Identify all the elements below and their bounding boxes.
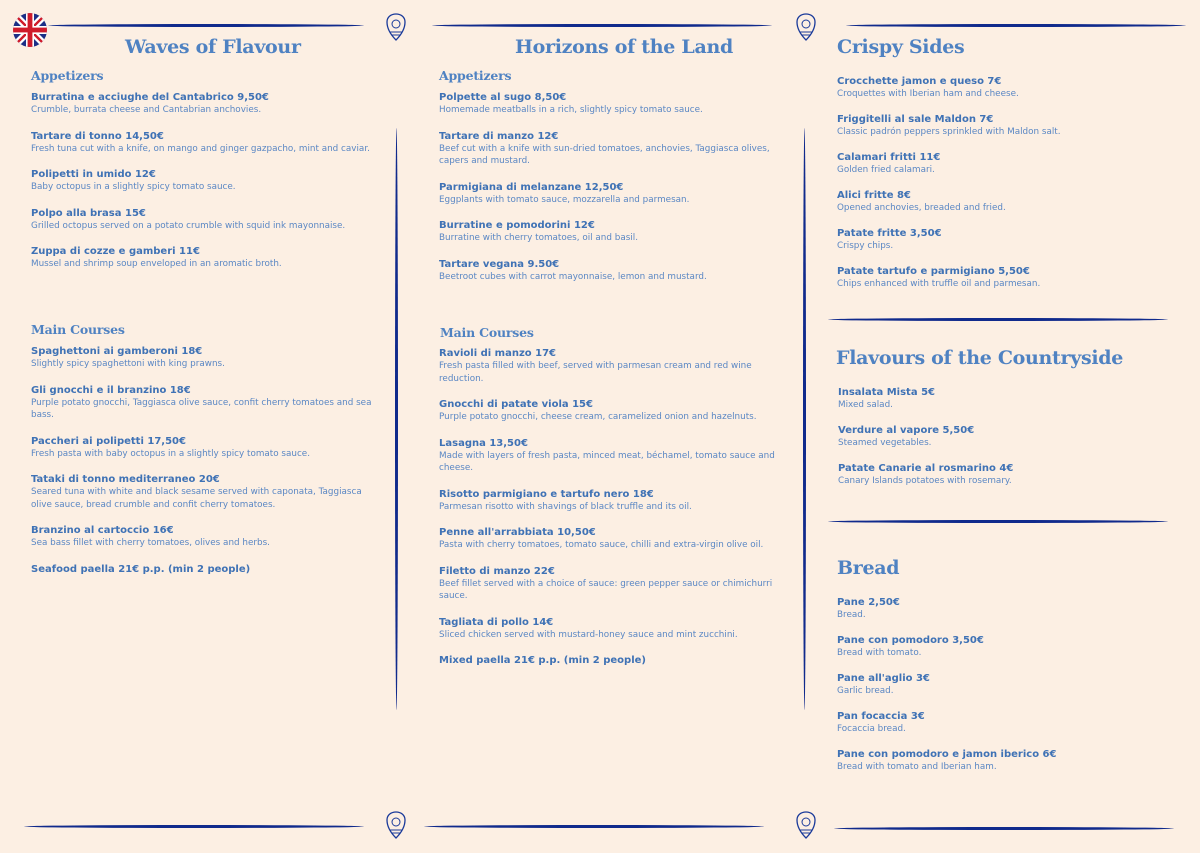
- section-title-main-courses: Main Courses: [31, 322, 125, 337]
- crest-emblem-icon: [795, 12, 817, 42]
- menu-item-name: Branzino al cartoccio 16€: [31, 525, 174, 536]
- menu-item: [31, 384, 383, 422]
- menu-item: [31, 168, 383, 194]
- menu-item: [31, 91, 383, 117]
- menu-item-description: Garlic bread.: [837, 686, 894, 696]
- menu-item-name: Tartare vegana 9.50€: [439, 258, 560, 270]
- menu-item: [838, 462, 1178, 488]
- menu-item-name: Ravioli di manzo 17€: [439, 348, 557, 359]
- menu-item-name: Lasagna 13,50€: [439, 437, 528, 449]
- menu-item-name: Gli gnocchi e il branzino 18€: [31, 384, 191, 396]
- menu-item: [439, 398, 789, 424]
- menu-item-name: Patate tartufo e parmigiano 5,50€: [837, 266, 1030, 277]
- menu-item-description: Sliced chicken served with mustard-honey sauce and mint zucchini.: [439, 629, 738, 640]
- menu-item-name: Paccheri ai polipetti 17,50€: [31, 435, 186, 447]
- menu-item-description: Grilled octopus served on a potato crumble with squid ink mayonnaise.: [31, 220, 346, 231]
- crest-emblem-icon: [795, 810, 817, 840]
- menu-item: [439, 91, 789, 117]
- menu-item-description: Chips enhanced with truffle oil and parmesan.: [837, 279, 1041, 289]
- menu-item: [837, 672, 1177, 698]
- menu-item: [439, 616, 789, 642]
- menu-item: [837, 189, 1177, 215]
- menu-item-name: Patate Canarie al rosmarino 4€: [838, 463, 1014, 474]
- menu-item-description: Steamed vegetables.: [838, 438, 932, 448]
- top-divider: [846, 24, 1186, 27]
- menu-item-name: Calamari fritti 11€: [837, 152, 941, 163]
- menu-item-description: Mussel and shrimp soup enveloped in an aromatic broth.: [31, 259, 282, 269]
- menu-item-name: Risotto parmigiano e tartufo nero 18€: [439, 488, 654, 500]
- section-divider: [828, 520, 1168, 523]
- menu-item-description: Pasta with cherry tomatoes, tomato sauce, chilli and extra-virgin olive oil.: [439, 540, 764, 550]
- menu-item-name: Pane con pomodoro e jamon iberico 6€: [837, 749, 1057, 760]
- section-divider: [828, 318, 1168, 321]
- menu-item-description: Canary Islands potatoes with rosemary.: [838, 476, 1012, 486]
- menu-item: [838, 386, 1178, 412]
- menu-item-name: Tartare di manzo 12€: [439, 130, 559, 142]
- menu-item-name: Polipetti in umido 12€: [31, 169, 156, 180]
- crest-emblem-icon: [385, 12, 407, 42]
- menu-item-name: Alici fritte 8€: [837, 190, 911, 201]
- menu-item-name: Crocchette jamon e queso 7€: [837, 76, 1002, 87]
- menu-item: [439, 219, 789, 245]
- menu-item: [31, 563, 383, 576]
- crest-emblem-icon: [385, 810, 407, 840]
- menu-item-description: Opened anchovies, breaded and fried.: [837, 203, 1006, 213]
- menu-item-description: Bread with tomato and Iberian ham.: [837, 762, 997, 772]
- column-title: Waves of Flavour: [125, 36, 301, 58]
- menu-item-name: Parmigiana di melanzane 12,50€: [439, 181, 624, 193]
- menu-item-description: Eggplants with tomato sauce, mozzarella and parmesan.: [439, 194, 690, 205]
- menu-item-description: Sea bass fillet with cherry tomatoes, olives and herbs.: [31, 538, 270, 548]
- crispy-sides-list: [837, 75, 1177, 303]
- menu-item-name: Friggitelli al sale Maldon 7€: [837, 114, 994, 125]
- menu-item: [31, 207, 383, 233]
- top-divider: [48, 24, 364, 27]
- menu-item: [838, 424, 1178, 450]
- menu-item-description: Baby octopus in a slightly spicy tomato sauce.: [31, 182, 236, 192]
- menu-item-name: Spaghettoni ai gamberoni 18€: [31, 346, 203, 357]
- menu-item: [439, 181, 789, 207]
- menu-item-description: Beetroot cubes with carrot mayonnaise, lemon and mustard.: [439, 271, 707, 282]
- section-title-countryside: Flavours of the Countryside: [836, 347, 1124, 369]
- menu-item-description: Beef fillet served with a choice of sauce: green pepper sauce or chimichurri sauce.: [439, 578, 773, 601]
- menu-item-name: Tartare di tonno 14,50€: [31, 130, 164, 142]
- menu-item-description: Focaccia bread.: [837, 724, 906, 734]
- main-courses-list: [439, 347, 789, 680]
- menu-item: [439, 565, 789, 603]
- bottom-divider: [24, 825, 364, 828]
- menu-item-description: Made with layers of fresh pasta, minced meat, béchamel, tomato sauce and cheese.: [439, 450, 775, 473]
- menu-item-name: Tataki di tonno mediterraneo 20€: [31, 474, 220, 485]
- menu-item: [837, 75, 1177, 101]
- menu-item: [837, 710, 1177, 736]
- menu-item-description: Croquettes with Iberian ham and cheese.: [837, 89, 1019, 99]
- menu-item: [31, 435, 383, 461]
- menu-item: [837, 227, 1177, 253]
- menu-item-name: Pane all'aglio 3€: [837, 673, 930, 684]
- menu-item-name: Mixed paella 21€ p.p. (min 2 people): [439, 655, 646, 666]
- menu-item-description: Parmesan risotto with shavings of black truffle and its oil.: [439, 501, 692, 512]
- menu-item: [439, 437, 789, 475]
- menu-item: [439, 130, 789, 168]
- menu-item: [837, 596, 1177, 622]
- column-title: Horizons of the Land: [515, 36, 733, 58]
- column-divider: [395, 128, 398, 710]
- menu-item-name: Patate fritte 3,50€: [837, 228, 942, 239]
- menu-item-name: Pan focaccia 3€: [837, 711, 925, 722]
- menu-item-description: Fresh pasta filled with beef, served with parmesan cream and red wine reduction.: [439, 361, 752, 384]
- bread-list: [837, 596, 1177, 786]
- menu-item: [31, 345, 383, 371]
- main-courses-list: [31, 345, 383, 589]
- menu-item-description: Golden fried calamari.: [837, 165, 935, 175]
- menu-item: [31, 245, 383, 271]
- menu-item-name: Burratine e pomodorini 12€: [439, 220, 595, 231]
- menu-item-description: Fresh pasta with baby octopus in a slightly spicy tomato sauce.: [31, 448, 311, 459]
- menu-item-name: Tagliata di pollo 14€: [439, 616, 554, 628]
- menu-item-name: Filetto di manzo 22€: [439, 565, 555, 577]
- column-divider: [803, 128, 806, 710]
- menu-item: [31, 473, 383, 511]
- menu-item-name: Polpo alla brasa 15€: [31, 207, 146, 219]
- section-title-appetizers: Appetizers: [439, 68, 512, 83]
- menu-item-description: Crumble, burrata cheese and Cantabrian anchovies.: [31, 105, 262, 115]
- menu-item-name: Gnocchi di patate viola 15€: [439, 399, 593, 410]
- menu-item: [837, 151, 1177, 177]
- section-title-crispy-sides: Crispy Sides: [837, 36, 965, 58]
- menu-item-name: Zuppa di cozze e gamberi 11€: [31, 246, 200, 257]
- menu-item-name: Verdure al vapore 5,50€: [838, 425, 975, 436]
- menu-item: [439, 526, 789, 552]
- menu-item-description: Bread with tomato.: [837, 648, 922, 658]
- menu-item-description: Burratine with cherry tomatoes, oil and basil.: [439, 233, 638, 243]
- menu-item-description: Crispy chips.: [837, 241, 894, 251]
- menu-item: [31, 524, 383, 550]
- countryside-list: [838, 386, 1178, 500]
- top-divider: [432, 24, 772, 27]
- menu-item-description: Seared tuna with white and black sesame served with caponata, Taggiasca olive sauce, bread crumble and confit cherry tomatoes.: [31, 487, 362, 510]
- menu-item-name: Seafood paella 21€ p.p. (min 2 people): [31, 563, 251, 575]
- menu-item: [837, 113, 1177, 139]
- appetizers-list: [439, 91, 789, 296]
- section-title-main-courses: Main Courses: [440, 325, 534, 340]
- menu-item-name: Penne all'arrabbiata 10,50€: [439, 527, 596, 538]
- menu-item: [439, 347, 789, 385]
- menu-item-name: Pane 2,50€: [837, 597, 900, 608]
- menu-item-description: Classic padrón peppers sprinkled with Maldon salt.: [837, 127, 1061, 137]
- menu-item-name: Polpette al sugo 8,50€: [439, 92, 567, 103]
- menu-item: [439, 488, 789, 514]
- menu-item: [837, 634, 1177, 660]
- menu-item: [837, 748, 1177, 774]
- menu-item: [837, 265, 1177, 291]
- section-title-bread: Bread: [837, 557, 900, 579]
- menu-item-description: Mixed salad.: [838, 400, 893, 410]
- menu-item-description: Homemade meatballs in a rich, slightly spicy tomato sauce.: [439, 105, 703, 115]
- section-title-appetizers: Appetizers: [31, 68, 104, 83]
- menu-item-description: Bread.: [837, 610, 866, 620]
- menu-item-name: Burratina e acciughe del Cantabrico 9,50€: [31, 92, 269, 103]
- menu-item-name: Insalata Mista 5€: [838, 387, 935, 398]
- bottom-divider: [424, 825, 764, 828]
- appetizers-list: [31, 91, 383, 284]
- bottom-divider: [834, 827, 1174, 830]
- menu-item-description: Slightly spicy spaghettoni with king prawns.: [31, 359, 225, 369]
- menu-item: [439, 258, 789, 284]
- menu-item-description: Beef cut with a knife with sun-dried tomatoes, anchovies, Taggiasca olives, capers and mustard.: [439, 143, 770, 166]
- menu-item-description: Fresh tuna cut with a knife, on mango and ginger gazpacho, mint and caviar.: [31, 143, 370, 154]
- menu-item-description: Purple potato gnocchi, cheese cream, caramelized onion and hazelnuts.: [439, 412, 757, 422]
- menu-item: [439, 654, 789, 667]
- uk-flag-icon[interactable]: [12, 12, 48, 48]
- menu-item-name: Pane con pomodoro 3,50€: [837, 635, 984, 646]
- menu-item-description: Purple potato gnocchi, Taggiasca olive sauce, confit cherry tomatoes and sea bass.: [31, 397, 372, 420]
- menu-item: [31, 130, 383, 156]
